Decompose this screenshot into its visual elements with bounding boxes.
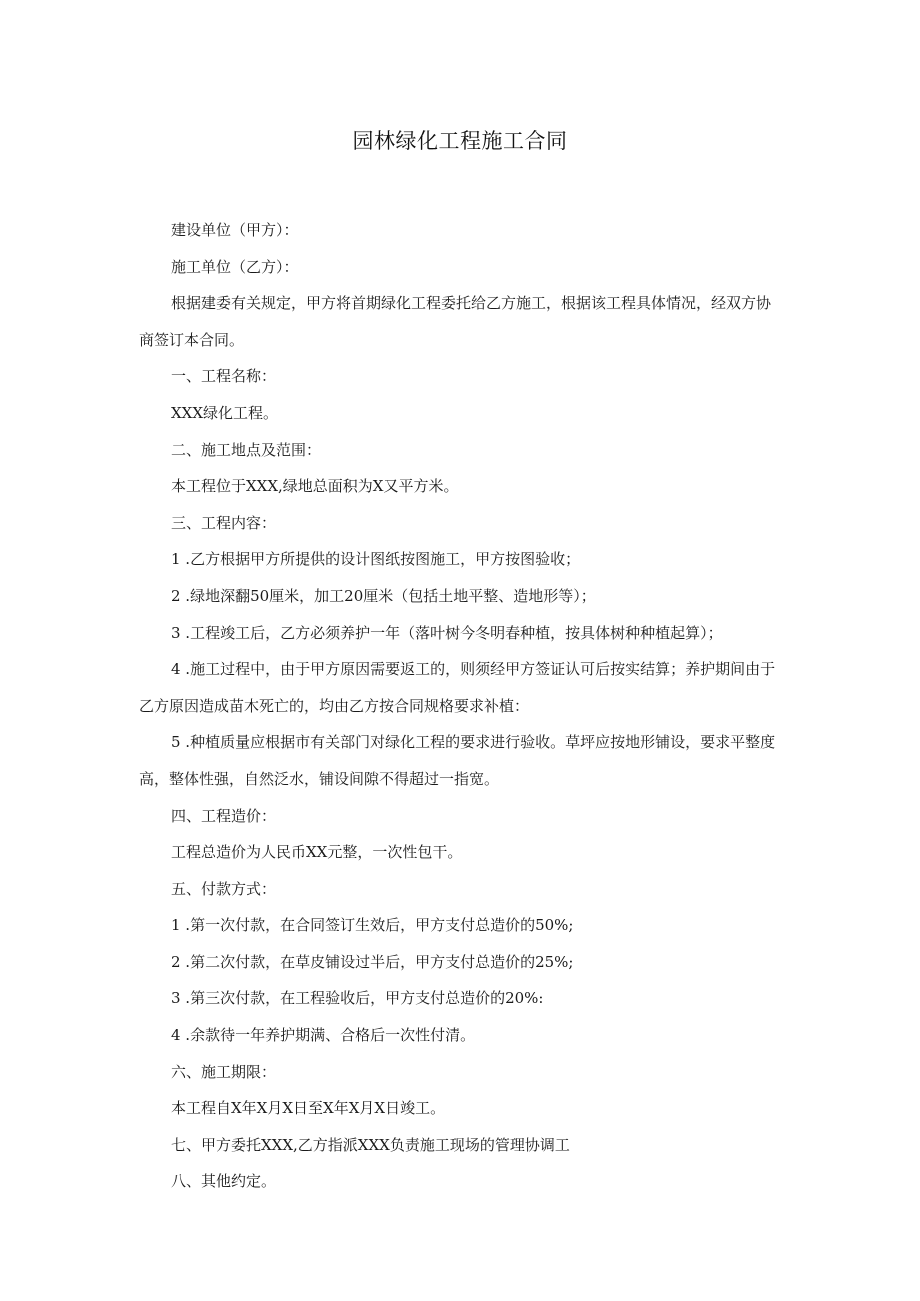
payment-item-4: 4 .余款待一年养护期满、合格后一次性付清。 <box>171 1026 476 1045</box>
section-heading-8: 八、其他约定。 <box>171 1172 277 1191</box>
section-heading-4: 四、工程造价： <box>171 806 277 825</box>
content-item-4: 4 .施工过程中，由于甲方原因需要返工的，则须经甲方签证认可后按实结算；养护期间由于乙方原因造成苗木死亡的，均由乙方按合同规格要求补植： <box>139 660 776 715</box>
section-heading-1: 一、工程名称： <box>171 367 277 386</box>
payment-item-3: 3 .第三次付款，在工程验收后，甲方支付总造价的20%: <box>171 989 544 1008</box>
content-item-5: 5 .种植质量应根据市有关部门对绿化工程的要求进行验收。草坪应按地形铺设，要求平整度高，整体性强，自然泛水，铺设间隙不得超过一指宽。 <box>139 733 776 788</box>
content-item-3: 3 .工程竣工后，乙方必须养护一年（落叶树今冬明春种植，按具体树种种植起算）； <box>171 623 723 642</box>
document-title: 园林绿化工程施工合同 <box>352 129 568 153</box>
party-a-line: 建设单位（甲方）： <box>171 221 299 239</box>
intro-paragraph: 根据建委有关规定，甲方将首期绿化工程委托给乙方施工，根据该工程具体情况，经双方协商签订本合同。 <box>139 294 772 349</box>
section-heading-2: 二、施工地点及范围： <box>171 440 322 459</box>
content-item-1: 1 .乙方根据甲方所提供的设计图纸按图施工，甲方按图验收； <box>171 550 581 569</box>
section-heading-6: 六、施工期限： <box>171 1062 277 1081</box>
payment-item-2: 2 .第二次付款，在草皮铺设过半后，甲方支付总造价的25%; <box>171 952 574 971</box>
schedule-paragraph: 本工程自X年X月X日至X年X月X日竣工。 <box>171 1099 446 1118</box>
document-body <box>139 212 779 1200</box>
party-b-line: 施工单位（乙方）： <box>171 257 299 276</box>
content-item-2: 2 .绿地深翻50厘米，加工20厘米（包括土地平整、造地形等）； <box>171 586 596 605</box>
location-paragraph: 本工程位于XXX,绿地总面积为X又平方米。 <box>171 477 459 496</box>
section-heading-3: 三、工程内容： <box>171 513 277 532</box>
project-name: XXX绿化工程。 <box>171 403 279 422</box>
section-heading-7: 七、甲方委托XXX,乙方指派XXX负责施工现场的管理协调工 <box>171 1135 570 1154</box>
section-heading-5: 五、付款方式： <box>171 879 277 898</box>
price-paragraph: 工程总造价为人民币XX元整，一次性包干。 <box>171 843 463 862</box>
payment-item-1: 1 .第一次付款，在合同签订生效后，甲方支付总造价的50%; <box>171 916 574 935</box>
